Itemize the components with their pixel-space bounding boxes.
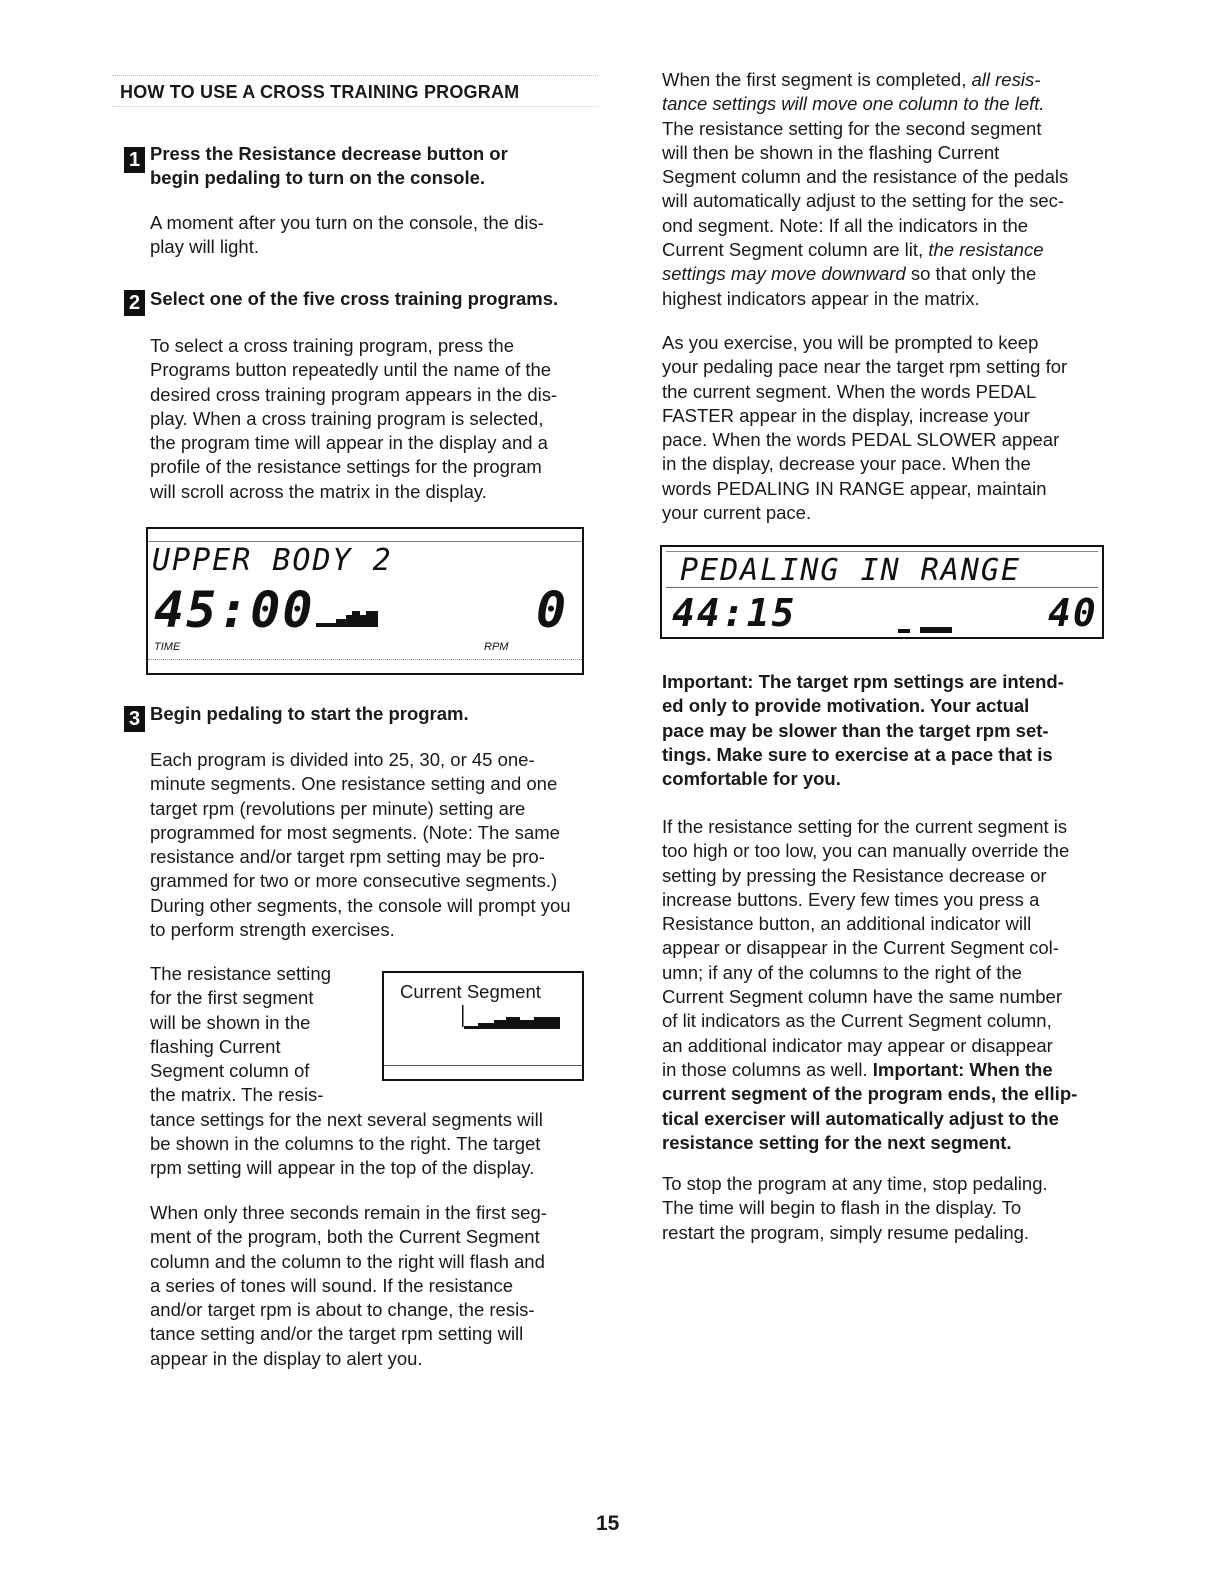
paragraph-pedaling-pace: As you exercise, you will be prompted to keep your pedaling pace near the target rpm setting for the current segment. When the words PEDAL FASTER appear in the display, increase your pace. When the words PEDAL SLOWER appear in the display, decrease your pace. When the words PEDALING IN RANGE appear, maintain your current pace.	[662, 332, 1068, 524]
page-number: 15	[596, 1512, 620, 1535]
step-3-title: Begin pedaling to start the program.	[150, 703, 469, 724]
current-segment-label: Current Segment	[400, 981, 541, 1002]
paragraph-resistance-first: The resistance setting for the first segment will be shown in the flashing Current Segment column of the matrix. The resis- tance settings for the next several segments will be shown in the columns to the right. The target rpm setting will appear in the top of the display.	[150, 963, 543, 1179]
current-segment-diagram	[382, 971, 584, 1081]
display-time-2: 44:15	[672, 591, 797, 633]
paragraph-stop-program: To stop the program at any time, stop pedaling. The time will begin to flash in the display. To restart the program, simply resume pedaling.	[662, 1173, 1048, 1243]
segment-matrix	[464, 1015, 560, 1029]
step-1-title: Press the Resistance decrease button or begin pedaling to turn on the console.	[150, 143, 508, 189]
console-display-upper-body	[146, 527, 584, 675]
display-message: PEDALING IN RANGE	[680, 553, 1022, 588]
step-2-title: Select one of the five cross training programs.	[150, 288, 559, 309]
step-3-badge: 3	[124, 706, 145, 732]
display-rpm-2: 40	[1048, 591, 1098, 633]
paragraph-select-program: To select a cross training program, press the Programs button repeatedly until the name of the desired cross training program appears in the dis- play. When a cross training program is selected, the program time will appear in the display and a profile of the resistance settings for the program will scroll across the matrix in the display.	[150, 335, 558, 502]
important-note-motivation: Important: The target rpm settings are intend- ed only to provide motivation. Your actual pace may be slower than the target rpm set- tings. Make sure to exercise at a pace that is comfortable for you.	[662, 671, 1064, 790]
display-time: 45:00	[154, 581, 315, 639]
paragraph-segments: Each program is divided into 25, 30, or 45 one- minute segments. One resistance setting and one target rpm (revolutions per minute) setting are programmed for most segments. (Note: The same resistance and/or target rpm setting may be pro- grammed for two or more consecutive segments.) During other segments, the console will prompt you to perform strength exercises.	[150, 749, 571, 941]
paragraph-segment-completed: When the first segment is completed, all resis- tance settings will move one column to the left. The resistance setting for the second segment will then be shown in the flashing Current Segment column and the resistance of the pedals will automatically adjust to the setting for the sec- ond segment. Note: If all the indicators in the Current Segment column are lit, the resistance settings may move downward so that only the highest indicators appear in the matrix.	[662, 69, 1069, 309]
rpm-label: RPM	[484, 641, 509, 653]
console-display-pedaling	[660, 545, 1104, 639]
section-heading: HOW TO USE A CROSS TRAINING PROGRAM	[120, 82, 520, 102]
paragraph-three-seconds: When only three seconds remain in the first seg- ment of the program, both the Current Segment column and the column to the right will flash and a series of tones will sound. If the resistance and/or target rpm is about to change, the resis- tance setting and/or the target rpm setting will appear in the display to alert you.	[150, 1202, 547, 1369]
step-2-badge: 2	[124, 290, 145, 316]
paragraph-turn-on: A moment after you turn on the console, the dis- play will light.	[150, 212, 544, 258]
paragraph-manual-override: If the resistance setting for the current segment is too high or too low, you can manually override the setting by pressing the Resistance decrease or increase buttons. Every few times you press a Resistance button, an additional indicator will appear or disappear in the Current Segment col- umn; if any of the columns to the right of the Current Segment column have the same number of lit indicators as the Current Segment column, an additional indicator may appear or disappear in those columns as well. Important: When the current segment of the program ends, the ellip- tical exerciser will automatically adjust to the resistance setting for the next segment.	[662, 816, 1078, 1153]
display-rpm: 0	[536, 581, 569, 639]
step-1-badge: 1	[124, 147, 145, 173]
resistance-matrix	[316, 607, 378, 627]
time-label: TIME	[154, 641, 181, 653]
resistance-matrix-2	[898, 627, 952, 633]
display-program-name: UPPER BODY 2	[152, 543, 393, 578]
